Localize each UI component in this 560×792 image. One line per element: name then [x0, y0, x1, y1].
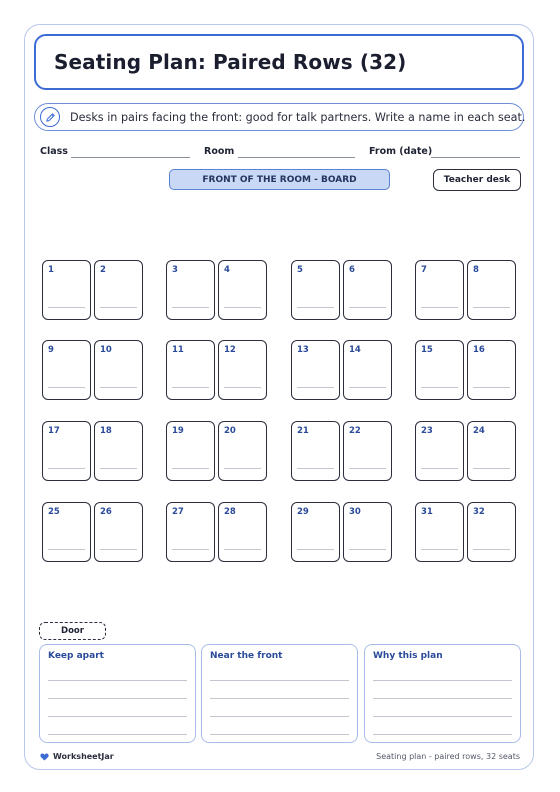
seat-number: 1	[48, 265, 54, 275]
seat-number: 24	[473, 426, 485, 436]
name-line	[349, 387, 386, 388]
name-line	[349, 307, 386, 308]
instructions-box	[34, 103, 524, 131]
heart-icon	[40, 753, 49, 761]
near-front-title: Near the front	[210, 651, 283, 661]
seat-number: 27	[172, 507, 184, 517]
teacher-desk: Teacher desk	[433, 169, 521, 191]
name-line	[172, 549, 209, 550]
name-line	[421, 387, 458, 388]
name-line	[100, 387, 137, 388]
keep-apart-box[interactable]	[39, 644, 196, 743]
seat[interactable]	[343, 260, 392, 320]
seat[interactable]	[291, 260, 340, 320]
name-line	[473, 549, 510, 550]
name-line	[172, 468, 209, 469]
seat[interactable]	[166, 340, 215, 400]
why-plan-box[interactable]	[364, 644, 521, 743]
name-line	[297, 387, 334, 388]
from-date-label: From (date)	[369, 146, 433, 157]
room-label: Room	[204, 146, 235, 157]
title-box	[34, 34, 524, 90]
write-line	[48, 680, 187, 681]
seat-number: 14	[349, 345, 361, 355]
name-line	[473, 468, 510, 469]
name-line	[48, 468, 85, 469]
seat[interactable]	[467, 421, 516, 481]
name-line	[297, 549, 334, 550]
name-line	[224, 468, 261, 469]
name-line	[224, 307, 261, 308]
name-line	[100, 307, 137, 308]
seat[interactable]	[291, 340, 340, 400]
seat-number: 3	[172, 265, 178, 275]
seat-number: 5	[297, 265, 303, 275]
name-line	[473, 307, 510, 308]
seat[interactable]	[94, 340, 143, 400]
write-line	[373, 698, 512, 699]
seat[interactable]	[42, 421, 91, 481]
seat-number: 11	[172, 345, 184, 355]
why-plan-title: Why this plan	[373, 651, 443, 661]
seat[interactable]	[94, 260, 143, 320]
seat-number: 12	[224, 345, 236, 355]
name-line	[224, 387, 261, 388]
name-line	[48, 387, 85, 388]
seat-number: 22	[349, 426, 361, 436]
name-line	[297, 307, 334, 308]
seat-number: 9	[48, 345, 54, 355]
class-label: Class	[40, 146, 68, 157]
seat[interactable]	[467, 260, 516, 320]
seat[interactable]	[467, 340, 516, 400]
seat[interactable]	[415, 260, 464, 320]
seat[interactable]	[218, 421, 267, 481]
name-line	[473, 387, 510, 388]
seat[interactable]	[166, 421, 215, 481]
room-field[interactable]	[238, 157, 355, 158]
seat-number: 13	[297, 345, 309, 355]
name-line	[421, 549, 458, 550]
write-line	[210, 716, 349, 717]
write-line	[373, 716, 512, 717]
seat[interactable]	[415, 340, 464, 400]
seat-number: 7	[421, 265, 427, 275]
seat-number: 20	[224, 426, 236, 436]
name-line	[224, 549, 261, 550]
seat[interactable]	[415, 502, 464, 562]
page-title: Seating Plan: Paired Rows (32)	[54, 50, 407, 74]
seat-number: 10	[100, 345, 112, 355]
seat[interactable]	[415, 421, 464, 481]
seat[interactable]	[343, 421, 392, 481]
seat-number: 26	[100, 507, 112, 517]
pencil-icon	[40, 107, 60, 127]
name-line	[172, 307, 209, 308]
write-line	[373, 680, 512, 681]
footer-brand	[40, 752, 114, 761]
seat[interactable]	[94, 502, 143, 562]
write-line	[373, 734, 512, 735]
seat-number: 32	[473, 507, 485, 517]
name-line	[349, 549, 386, 550]
seat[interactable]	[42, 340, 91, 400]
write-line	[210, 734, 349, 735]
name-line	[349, 468, 386, 469]
keep-apart-title: Keep apart	[48, 651, 104, 661]
write-line	[48, 734, 187, 735]
class-field[interactable]	[71, 157, 190, 158]
write-line	[210, 680, 349, 681]
seat-number: 16	[473, 345, 485, 355]
seat-number: 19	[172, 426, 184, 436]
seat-number: 21	[297, 426, 309, 436]
board-label: FRONT OF THE ROOM - BOARD	[169, 169, 390, 190]
door-label: Door	[39, 622, 106, 640]
seat-number: 23	[421, 426, 433, 436]
seat-number: 2	[100, 265, 106, 275]
seat-number: 8	[473, 265, 479, 275]
seat[interactable]	[166, 260, 215, 320]
seat[interactable]	[218, 260, 267, 320]
name-line	[421, 307, 458, 308]
name-line	[421, 468, 458, 469]
seat-number: 18	[100, 426, 112, 436]
seat-number: 25	[48, 507, 60, 517]
name-line	[48, 549, 85, 550]
brand-name: WorksheetJar	[53, 752, 114, 761]
seat[interactable]	[218, 340, 267, 400]
seat-number: 15	[421, 345, 433, 355]
seat[interactable]	[94, 421, 143, 481]
seat-number: 28	[224, 507, 236, 517]
from-date-field[interactable]	[431, 157, 520, 158]
name-line	[100, 549, 137, 550]
instructions-text: Desks in pairs facing the front: good for talk partners. Write a name in each seat.	[70, 110, 526, 124]
seat-number: 30	[349, 507, 361, 517]
seat[interactable]	[343, 340, 392, 400]
seat[interactable]	[42, 502, 91, 562]
seat[interactable]	[291, 502, 340, 562]
seat-number: 29	[297, 507, 309, 517]
name-line	[48, 307, 85, 308]
write-line	[48, 698, 187, 699]
footer-caption: Seating plan - paired rows, 32 seats	[376, 752, 520, 761]
seat-number: 31	[421, 507, 433, 517]
seat-number: 17	[48, 426, 60, 436]
name-line	[297, 468, 334, 469]
seat[interactable]	[467, 502, 516, 562]
name-line	[172, 387, 209, 388]
seat-number: 4	[224, 265, 230, 275]
write-line	[210, 698, 349, 699]
seat[interactable]	[343, 502, 392, 562]
seat[interactable]	[291, 421, 340, 481]
seat[interactable]	[166, 502, 215, 562]
seat[interactable]	[42, 260, 91, 320]
seat[interactable]	[218, 502, 267, 562]
name-line	[100, 468, 137, 469]
seat-number: 6	[349, 265, 355, 275]
write-line	[48, 716, 187, 717]
near-front-box[interactable]	[201, 644, 358, 743]
